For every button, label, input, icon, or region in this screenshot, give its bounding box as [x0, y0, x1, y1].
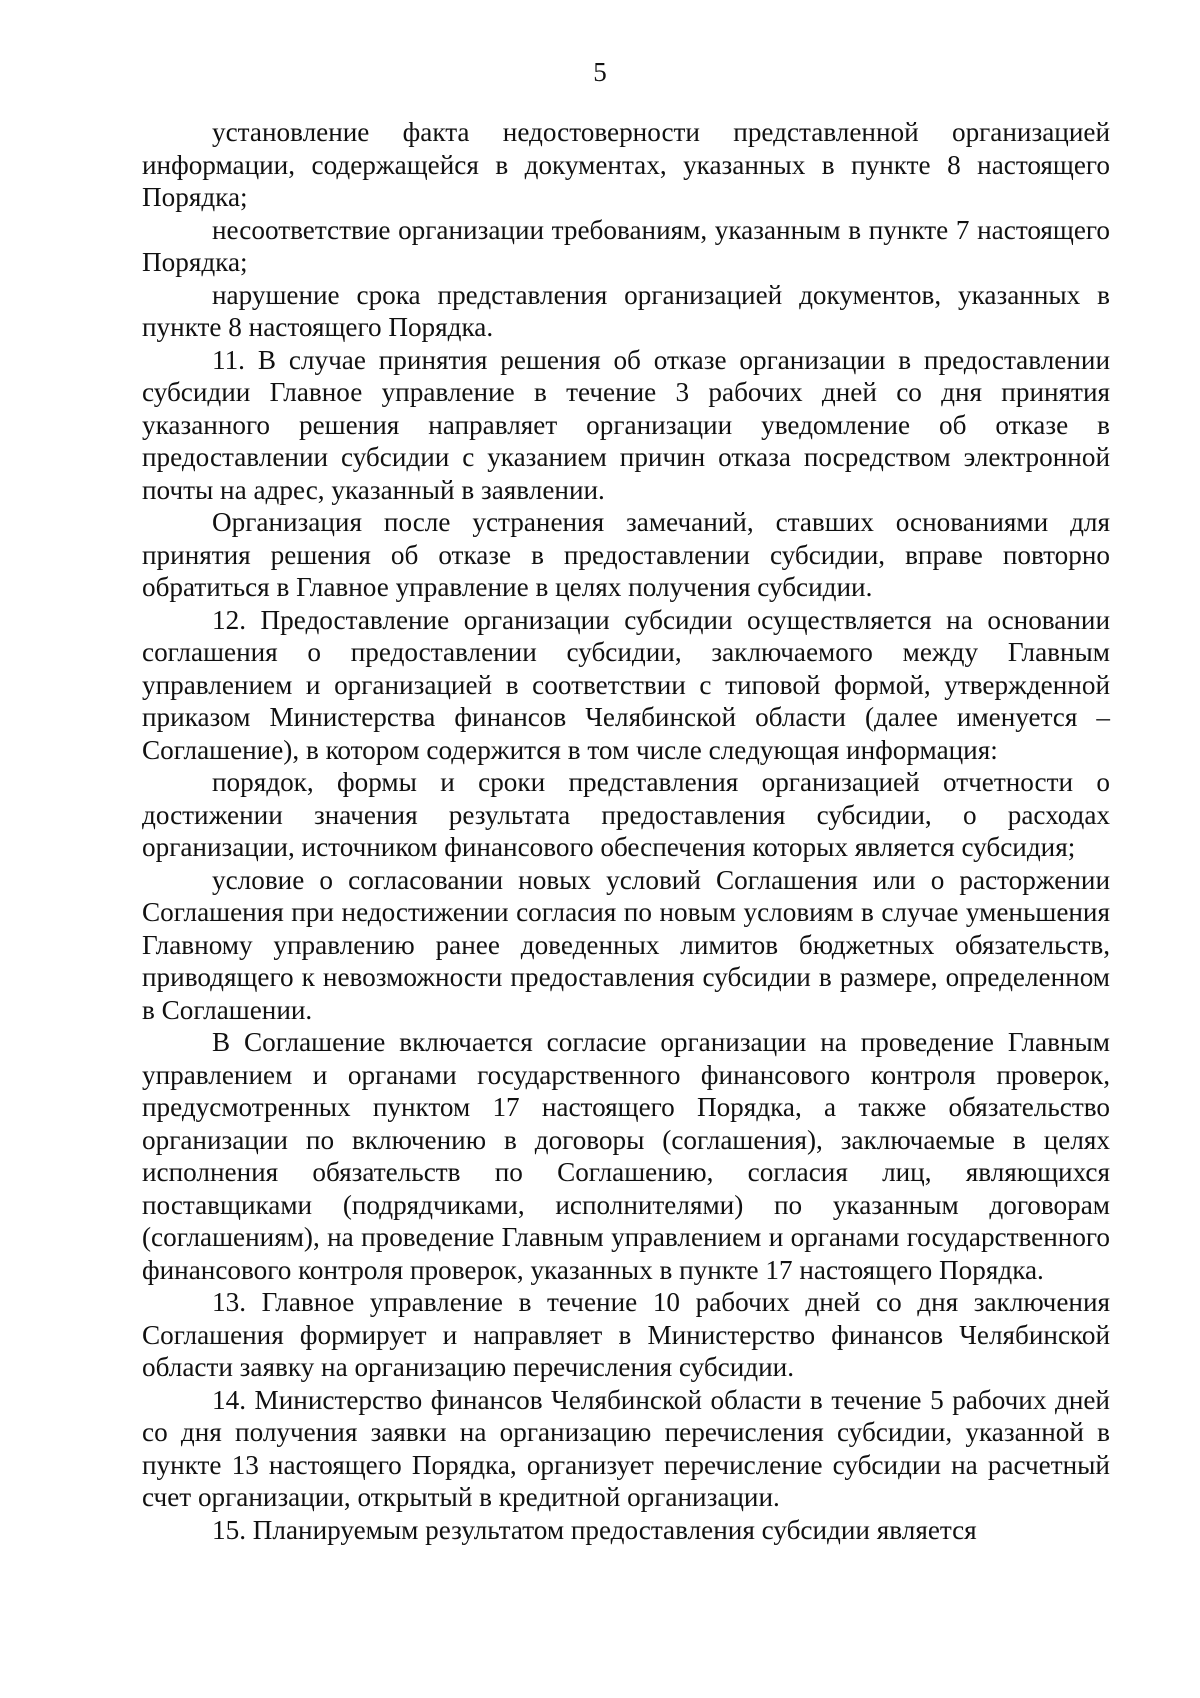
paragraph-item-13: 13. Главное управление в течение 10 рабочих дней со дня заключения Соглашения формирует и направляет в Министерство финансов Челябинской области заявку на организацию перечисления субсидии. [142, 1287, 1110, 1382]
paragraph-fact-unreliability: установление факта недостоверности представленной организацией информации, содержащейся в документах, указанных в пункте 8 настоящего Порядка; [142, 117, 1110, 212]
paragraph-reporting-order: порядок, формы и сроки представления организацией отчетности о достижении значения результата предоставления субсидии, о расходах организации, источником финансового обеспечения которых является субсидия; [142, 767, 1110, 862]
paragraph-deadline-violation: нарушение срока представления организацией документов, указанных в пункте 8 настоящего Порядка. [142, 279, 1110, 342]
paragraph-agreement-conditions: условие о согласовании новых условий Соглашения или о расторжении Соглашения при недостижении согласия по новым условиям в случае уменьшения Главному управлению ранее доведенных лимитов бюджетных обязательств, приводящего к невозможности предоставления субсидии в размере, определенном в Соглашении. [142, 864, 1110, 1025]
paragraph-item-11: 11. В случае принятия решения об отказе организации в предоставлении субсидии Главное управление в течение 3 рабочих дней со дня принятия указанного решения направляет организации уведомление об отказе в предоставлении субсидии с указанием причин отказа посредством электронной почты на адрес, указанный в заявлении. [142, 344, 1110, 505]
paragraph-requirements-mismatch: несоответствие организации требованиям, указанным в пункте 7 настоящего Порядка; [142, 214, 1110, 277]
document-body [142, 116, 1110, 1546]
paragraph-item-14: 14. Министерство финансов Челябинской области в течение 5 рабочих дней со дня получения заявки на организацию перечисления субсидии, указанной в пункте 13 настоящего Порядка, организует перечисление субсидии на расчетный счет организации, открытый в кредитной организации. [142, 1384, 1110, 1512]
paragraph-reapplication: Организация после устранения замечаний, ставших основаниями для принятия решения об отказе в предоставлении субсидии, вправе повторно обратиться в Главное управление в целях получения субсидии. [142, 507, 1110, 602]
paragraph-inspection-consent: В Соглашение включается согласие организации на проведение Главным управлением и органами государственного финансового контроля проверок, предусмотренных пунктом 17 настоящего Порядка, а также обязательство организации по включению в договоры (соглашения), заключаемые в целях исполнения обязательств по Соглашению, согласия лиц, являющихся поставщиками (подрядчиками, исполнителями) по указанным договорам (соглашениям), на проведение Главным управлением и органами государственного финансового контроля проверок, указанных в пункте 17 настоящего Порядка. [142, 1027, 1110, 1285]
page-number: 5 [593, 57, 607, 87]
paragraph-item-15: 15. Планируемым результатом предоставления субсидии является [212, 1514, 977, 1545]
paragraph-item-12: 12. Предоставление организации субсидии осуществляется на основании соглашения о предоставлении субсидии, заключаемого между Главным управлением и организацией в соответствии с типовой формой, утвержденной приказом Министерства финансов Челябинской области (далее именуется – Соглашение), в котором содержится в том числе следующая информация: [142, 604, 1110, 765]
